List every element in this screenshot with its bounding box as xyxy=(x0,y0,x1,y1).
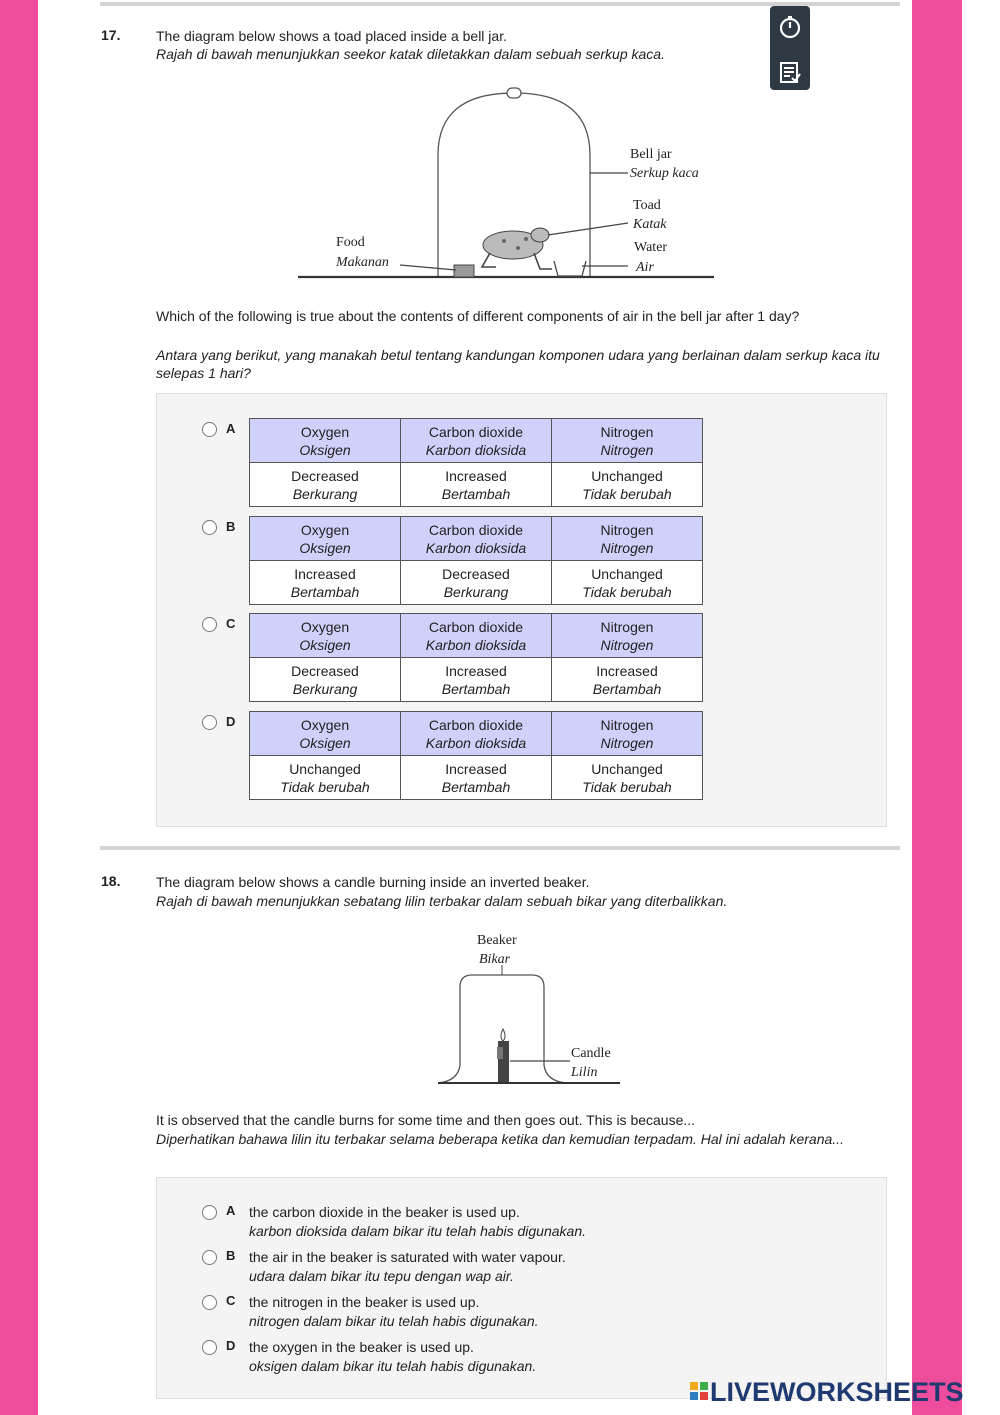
left-side-bar xyxy=(0,0,38,1415)
table-header-cell xyxy=(401,614,552,658)
label-candle-ms: Lilin xyxy=(571,1065,598,1080)
option-d-text-ms[interactable]: oksigen dalam bikar itu telah habis digunakan. xyxy=(249,1358,537,1374)
option-d-text-en[interactable]: the oxygen in the beaker is used up. xyxy=(249,1339,474,1355)
water-dish-icon xyxy=(554,261,586,276)
table-header-cell xyxy=(250,614,401,658)
label-bell-jar-ms: Serkup kaca xyxy=(630,166,699,181)
label-food-ms: Makanan xyxy=(336,255,389,270)
header-en: Nitrogen xyxy=(600,716,654,733)
option-letter: B xyxy=(226,1248,236,1263)
table-cell xyxy=(401,561,552,605)
cell-en: Decreased xyxy=(442,565,510,582)
cell-ms: Berkurang xyxy=(292,485,358,502)
option-b-text-ms[interactable]: udara dalam bikar itu tepu dengan wap air. xyxy=(249,1268,514,1284)
header-en: Oxygen xyxy=(300,716,350,733)
table-header-cell xyxy=(401,712,552,756)
option-letter: D xyxy=(226,714,236,729)
cell-ms: Berkurang xyxy=(443,583,509,600)
table-header-cell xyxy=(250,517,401,561)
header-en: Nitrogen xyxy=(600,423,654,440)
table-header-cell xyxy=(552,614,703,658)
header-ms: Nitrogen xyxy=(600,636,654,653)
header-ms: Nitrogen xyxy=(600,734,654,751)
label-water-en: Water xyxy=(634,240,668,255)
right-side-bar xyxy=(912,0,962,1415)
option-letter: A xyxy=(226,1203,236,1218)
table-cell xyxy=(250,561,401,605)
header-en: Nitrogen xyxy=(600,618,654,635)
cell-en: Increased xyxy=(445,760,507,777)
option-c-text-ms[interactable]: nitrogen dalam bikar itu telah habis digunakan. xyxy=(249,1313,539,1329)
cell-en: Decreased xyxy=(291,467,359,484)
timer-icon[interactable] xyxy=(770,8,810,48)
cell-en: Increased xyxy=(445,467,507,484)
option-c-radio[interactable] xyxy=(202,1295,217,1310)
liveworksheets-mark-icon xyxy=(690,1376,708,1394)
option-letter: A xyxy=(226,421,236,436)
label-water-ms: Air xyxy=(636,260,654,275)
table-cell xyxy=(552,561,703,605)
cell-ms: Bertambah xyxy=(441,680,511,697)
option-b-table[interactable] xyxy=(249,516,703,605)
toad-icon xyxy=(482,228,552,269)
header-ms: Karbon dioksida xyxy=(425,441,527,458)
cell-ms: Bertambah xyxy=(441,485,511,502)
cell-en: Unchanged xyxy=(591,565,663,582)
table-cell xyxy=(552,658,703,702)
table-header-cell xyxy=(552,712,703,756)
header-ms: Nitrogen xyxy=(600,441,654,458)
cell-en: Increased xyxy=(596,662,658,679)
question-18-en: It is observed that the candle burns for some time and then goes out. This is because... xyxy=(156,1112,696,1128)
table-header-cell xyxy=(401,419,552,463)
brand-name: LIVEWORKSHEETS xyxy=(710,1377,964,1407)
option-a-text-ms[interactable]: karbon dioksida dalam bikar itu telah habis digunakan. xyxy=(249,1223,586,1239)
header-ms: Oksigen xyxy=(299,734,351,751)
option-a-table[interactable] xyxy=(249,418,703,507)
header-en: Carbon dioxide xyxy=(428,618,524,635)
table-cell xyxy=(552,756,703,800)
cell-ms: Berkurang xyxy=(292,680,358,697)
question-18-stem-en: The diagram below shows a candle burning inside an inverted beaker. xyxy=(156,874,590,890)
question-divider xyxy=(100,846,900,850)
header-en: Oxygen xyxy=(300,618,350,635)
table-cell xyxy=(401,463,552,507)
question-18-stem-ms: Rajah di bawah menunjukkan sebatang lilin terbakar dalam sebuah bikar yang diterbalikkan. xyxy=(156,893,728,909)
label-food-en: Food xyxy=(336,235,365,250)
label-beaker-en: Beaker xyxy=(477,933,517,948)
table-cell xyxy=(250,756,401,800)
header-en: Carbon dioxide xyxy=(428,716,524,733)
header-ms: Karbon dioksida xyxy=(425,539,527,556)
header-en: Carbon dioxide xyxy=(428,423,524,440)
header-ms: Karbon dioksida xyxy=(425,734,527,751)
cell-en: Increased xyxy=(445,662,507,679)
header-en: Carbon dioxide xyxy=(428,521,524,538)
table-header-cell xyxy=(250,419,401,463)
option-d-radio[interactable] xyxy=(202,1340,217,1355)
brand-logo xyxy=(690,1376,964,1408)
header-ms: Nitrogen xyxy=(600,539,654,556)
option-c-table[interactable] xyxy=(249,613,703,702)
cell-en: Unchanged xyxy=(591,467,663,484)
question-17-en: Which of the following is true about the contents of different components of air in the bell jar after 1 day? xyxy=(156,308,800,324)
question-18-number: 18. xyxy=(101,873,121,889)
option-a-text-en[interactable]: the carbon dioxide in the beaker is used up. xyxy=(249,1204,520,1220)
table-header-cell xyxy=(552,419,703,463)
question-17-number: 17. xyxy=(101,27,121,43)
cell-en: Increased xyxy=(294,565,356,582)
header-en: Oxygen xyxy=(300,521,350,538)
header-ms: Karbon dioksida xyxy=(425,636,527,653)
header-ms: Oksigen xyxy=(299,539,351,556)
label-beaker-ms: Bikar xyxy=(479,952,511,967)
candle-icon xyxy=(497,1029,509,1082)
cell-ms: Bertambah xyxy=(592,680,662,697)
option-b-radio[interactable] xyxy=(202,520,217,535)
cell-ms: Tidak berubah xyxy=(582,778,672,795)
cell-en: Decreased xyxy=(291,662,359,679)
label-toad-en: Toad xyxy=(633,198,661,213)
table-header-cell xyxy=(552,517,703,561)
header-ms: Oksigen xyxy=(299,441,351,458)
option-c-text-en[interactable]: the nitrogen in the beaker is used up. xyxy=(249,1294,480,1310)
table-cell xyxy=(250,658,401,702)
cell-ms: Bertambah xyxy=(441,778,511,795)
option-d-table[interactable] xyxy=(249,711,703,800)
option-a-radio[interactable] xyxy=(202,422,217,437)
table-header-cell xyxy=(401,517,552,561)
cell-ms: Tidak berubah xyxy=(582,583,672,600)
option-a-radio[interactable] xyxy=(202,1205,217,1220)
label-toad-ms: Katak xyxy=(633,217,667,232)
beaker-diagram xyxy=(430,965,630,1090)
label-candle-en: Candle xyxy=(571,1046,611,1061)
option-c-radio[interactable] xyxy=(202,617,217,632)
option-letter: C xyxy=(226,616,236,631)
tool-panel xyxy=(770,6,810,90)
table-cell xyxy=(401,756,552,800)
cell-en: Unchanged xyxy=(289,760,361,777)
header-ms: Oksigen xyxy=(299,636,351,653)
label-bell-jar-en: Bell jar xyxy=(630,147,672,162)
table-header-cell xyxy=(250,712,401,756)
checklist-icon[interactable] xyxy=(770,52,810,92)
option-letter: C xyxy=(226,1293,236,1308)
table-cell xyxy=(401,658,552,702)
table-cell xyxy=(250,463,401,507)
question-17-stem-ms: Rajah di bawah menunjukkan seekor katak diletakkan dalam sebuah serkup kaca. xyxy=(156,46,665,62)
cell-ms: Bertambah xyxy=(290,583,360,600)
food-icon xyxy=(454,265,474,277)
cell-en: Unchanged xyxy=(591,760,663,777)
question-17-stem-en: The diagram below shows a toad placed inside a bell jar. xyxy=(156,28,507,44)
header-en: Oxygen xyxy=(300,423,350,440)
question-17-ms: Antara yang berikut, yang manakah betul tentang kandungan komponen udara yang berlainan dalam serkup kaca itu selepas 1 hari? xyxy=(156,347,880,381)
option-b-radio[interactable] xyxy=(202,1250,217,1265)
option-letter: B xyxy=(226,519,236,534)
question-18-ms: Diperhatikan bahawa lilin itu terbakar selama beberapa ketika dan kemudian terpadam. Hal ini adalah kerana... xyxy=(156,1131,844,1147)
cell-ms: Tidak berubah xyxy=(280,778,370,795)
option-d-radio[interactable] xyxy=(202,715,217,730)
cell-ms: Tidak berubah xyxy=(582,485,672,502)
option-letter: D xyxy=(226,1338,236,1353)
option-b-text-en[interactable]: the air in the beaker is saturated with water vapour. xyxy=(249,1249,566,1265)
header-en: Nitrogen xyxy=(600,521,654,538)
table-cell xyxy=(552,463,703,507)
